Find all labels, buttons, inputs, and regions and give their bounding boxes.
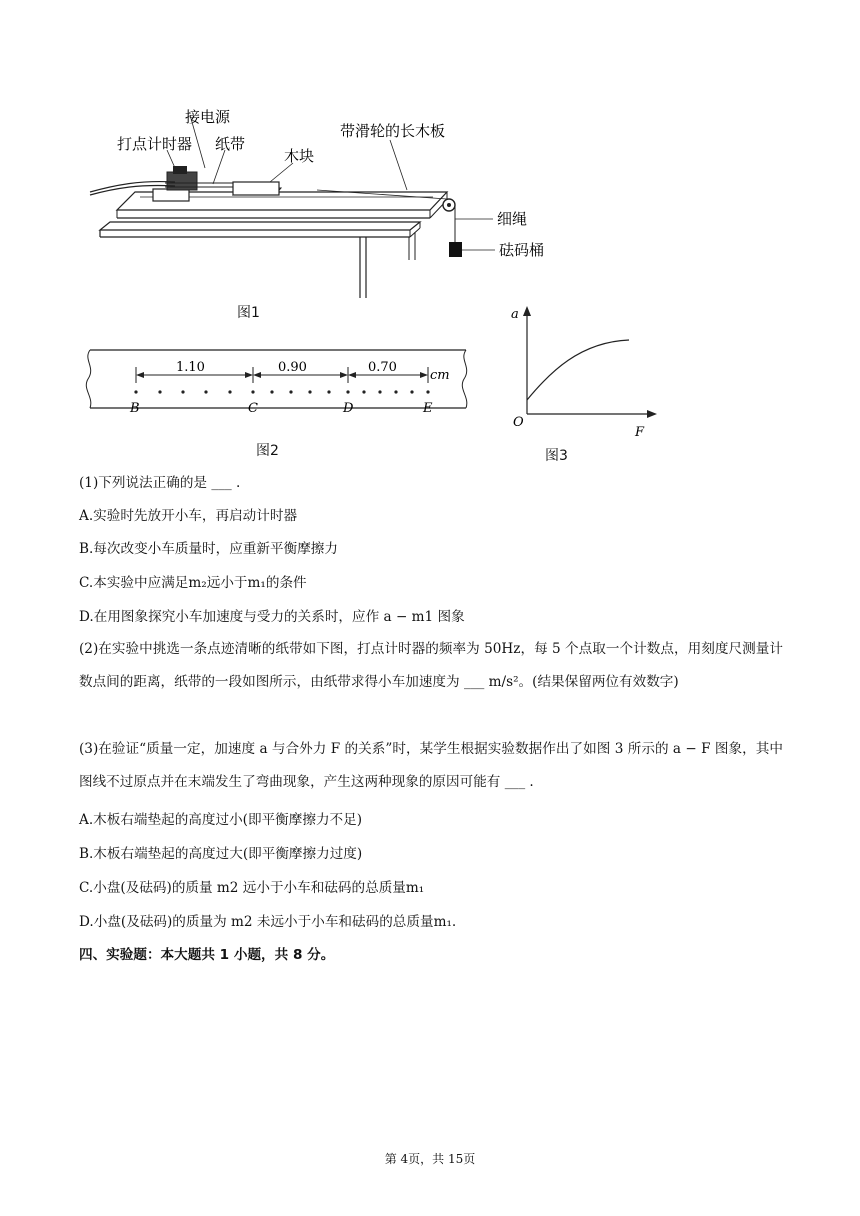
q3-option-a: A.木板右端垫起的高度过小(即平衡摩擦力不足) [79, 812, 363, 828]
unit-label: cm [430, 368, 450, 383]
q1-option-b: B.每次改变小车质量时，应重新平衡摩擦力 [79, 541, 338, 557]
label-block: 木块 [284, 147, 315, 165]
q3-text: (3)在验证“质量一定，加速度 a 与合外力 F 的关系”时，某学生根据实验数据作出了如图 3 所示的 a − F 图象，其中图线不过原点并在末端发生了弯曲现象，产生这两种现象的原因可能有 ___ . [79, 741, 783, 790]
figure-2-tape [78, 345, 478, 420]
figure-3-graph [505, 302, 665, 442]
q3-option-d: D.小盘(及砝码)的质量为 m2 未远小于小车和砝码的总质量m₁. [79, 914, 457, 930]
q3-option-b: B.木板右端垫起的高度过大(即平衡摩擦力过度) [79, 846, 363, 862]
q2-text: (2)在实验中挑选一条点迹清晰的纸带如下图，打点计时器的频率为 50Hz，每 5 个点取一个计数点，用刻度尺测量计数点间的距离，纸带的一段如图所示，由纸带求得小车加速度为 ___ m/s²。(结果保留两位有效数字) [79, 641, 783, 690]
page-footer: 第 4页，共 15页 [384, 1152, 476, 1166]
figure-1-caption: 图1 [237, 305, 260, 321]
label-tape: 纸带 [215, 135, 246, 153]
origin-label: O [513, 415, 524, 430]
q3-option-c: C.小盘(及砝码)的质量 m2 远小于小车和砝码的总质量m₁ [79, 880, 425, 896]
q1-stem: (1)下列说法正确的是 ___ . [79, 475, 241, 491]
segment-de: 0.70 [368, 360, 397, 375]
q1-option-c: C.本实验中应满足m₂远小于m₁的条件 [79, 575, 307, 591]
q1-option-a: A.实验时先放开小车，再启动计时器 [79, 508, 298, 524]
label-board: 带滑轮的长木板 [340, 122, 446, 140]
point-b: B [130, 401, 140, 416]
figure-2-caption: 图2 [256, 443, 279, 459]
point-c: C [248, 401, 258, 416]
figure-1-apparatus [85, 100, 575, 300]
section-4-heading: 四、实验题：本大题共 1 小题，共 8 分。 [79, 947, 335, 963]
segment-cd: 0.90 [278, 360, 307, 375]
point-d: D [343, 401, 354, 416]
label-rope: 细绳 [497, 210, 528, 228]
y-axis-label: a [511, 307, 519, 322]
q1-option-d: D.在用图象探究小车加速度与受力的关系时，应作 a − m1 图象 [79, 609, 465, 625]
x-axis-label: F [635, 425, 645, 440]
label-timer: 打点计时器 [117, 135, 193, 153]
label-bucket: 砝码桶 [499, 241, 545, 259]
label-power: 接电源 [185, 108, 231, 126]
figure-3-caption: 图3 [545, 448, 568, 464]
point-e: E [423, 401, 433, 416]
segment-bc: 1.10 [176, 360, 205, 375]
